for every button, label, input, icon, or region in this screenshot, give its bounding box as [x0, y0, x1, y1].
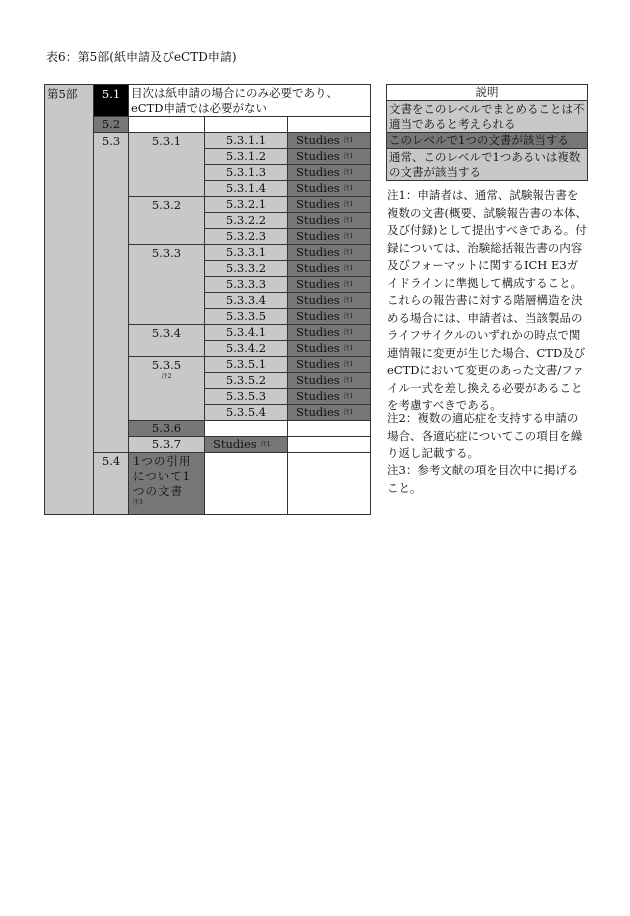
level4-code: 5.3.3.5 — [204, 308, 288, 325]
studies-label: Studies — [296, 405, 340, 419]
level4-code: 5.3.5.3 — [204, 388, 288, 405]
studies-label: Studies — [296, 261, 340, 275]
level4-studies — [287, 244, 371, 261]
studies-label: Studies — [296, 293, 340, 307]
studies-label: Studies — [296, 213, 340, 227]
note-1: 注1：申請者は、通常、試験報告書を複数の文書(概要、試験報告書の本体、及び付録)として提出すべきである。付録については、治験総括報告書の内容及びフォーマットに関するICH E3ガイドラインに準拠して構成すること。これらの報告書に対する階層構造を決める場合には、申請者は、当該製品のライフサイクルのいずれかの時点で関連情報に変更が生じた場合、CTD及びeCTDにおいて変更のあった文書/ファイル一式を差し換える必要があることを考慮すべきである。 — [387, 188, 587, 412]
section-5-1-text: 目次は紙申請の場合にのみ必要であり、eCTD申請では必要がない — [128, 84, 371, 117]
section-5-3-5 — [128, 356, 205, 421]
note-ref: 注1 — [343, 249, 354, 256]
part-label: 第5部 — [44, 84, 94, 515]
level4-studies — [287, 324, 371, 341]
level4-studies — [287, 148, 371, 165]
note-ref: 注1 — [343, 281, 354, 288]
note-ref: 注1 — [343, 409, 354, 416]
studies-label: Studies — [296, 165, 340, 179]
studies-label: Studies — [296, 357, 340, 371]
section-5-4-note: 注3 — [133, 499, 143, 506]
level4-studies — [287, 260, 371, 277]
studies-label: Studies — [296, 149, 340, 163]
level4-code: 5.3.2.2 — [204, 212, 288, 229]
empty-cell — [287, 116, 371, 133]
note-ref: 注1 — [260, 441, 271, 448]
section-5-3-6: 5.3.6 — [128, 420, 205, 437]
section-5-4-cell — [128, 452, 205, 515]
level4-studies — [287, 372, 371, 389]
note-ref: 注1 — [343, 345, 354, 352]
level4-studies — [287, 132, 371, 149]
studies-label: Studies — [296, 325, 340, 339]
studies-label: Studies — [296, 309, 340, 323]
note-2: 注2：複数の適応症を支持する申請の場合、各適応症についてこの項目を繰り返し記載する。 — [387, 411, 583, 460]
studies-label: Studies — [296, 341, 340, 355]
section-5-3-7-studies — [204, 436, 288, 453]
section-5-3-3: 5.3.3 — [128, 244, 205, 325]
note-ref: 注1 — [343, 361, 354, 368]
legend-item-inappropriate: 文書をこのレベルでまとめることは不適当であると考えられる — [386, 100, 588, 133]
level4-studies — [287, 276, 371, 293]
studies-label: Studies — [296, 181, 340, 195]
note-ref: 注1 — [343, 137, 354, 144]
empty-cell — [287, 452, 371, 515]
note-ref: 注1 — [343, 393, 354, 400]
section-5-3-1: 5.3.1 — [128, 132, 205, 197]
note-ref: 注1 — [343, 185, 354, 192]
section-5-3-5-note: 注2 — [161, 373, 172, 380]
empty-cell — [204, 116, 288, 133]
level4-code: 5.3.1.3 — [204, 164, 288, 181]
level4-studies — [287, 196, 371, 213]
section-5-3-5-code: 5.3.5 — [151, 358, 182, 372]
level4-code: 5.3.3.2 — [204, 260, 288, 277]
note-ref: 注1 — [343, 377, 354, 384]
legend-header: 説明 — [386, 84, 588, 101]
level4-code: 5.3.5.4 — [204, 404, 288, 421]
studies-label: Studies — [296, 229, 340, 243]
level4-studies — [287, 180, 371, 197]
section-5-3-2: 5.3.2 — [128, 196, 205, 245]
studies-label: Studies — [296, 277, 340, 291]
level4-studies — [287, 164, 371, 181]
section-5-3-code: 5.3 — [93, 132, 129, 453]
level4-studies — [287, 340, 371, 357]
note-ref: 注1 — [343, 201, 354, 208]
level4-studies — [287, 388, 371, 405]
level4-code: 5.3.3.1 — [204, 244, 288, 261]
level4-studies — [287, 308, 371, 325]
note-ref: 注1 — [343, 313, 354, 320]
studies-label: Studies — [296, 245, 340, 259]
level4-code: 5.3.1.1 — [204, 132, 288, 149]
empty-cell — [287, 436, 371, 453]
note-ref: 注1 — [343, 169, 354, 176]
level4-code: 5.3.2.1 — [204, 196, 288, 213]
note-ref: 注1 — [343, 329, 354, 336]
empty-cell — [204, 420, 288, 437]
studies-label: Studies — [213, 437, 257, 451]
level4-code: 5.3.5.2 — [204, 372, 288, 389]
level4-code: 5.3.2.3 — [204, 228, 288, 245]
section-5-1-code: 5.1 — [93, 84, 129, 117]
level4-code: 5.3.4.1 — [204, 324, 288, 341]
note-ref: 注1 — [343, 217, 354, 224]
section-5-2-code: 5.2 — [93, 116, 129, 133]
level4-code: 5.3.1.4 — [204, 180, 288, 197]
section-5-4-code: 5.4 — [93, 452, 129, 515]
level4-code: 5.3.5.1 — [204, 356, 288, 373]
studies-label: Studies — [296, 133, 340, 147]
level4-code: 5.3.4.2 — [204, 340, 288, 357]
note-ref: 注1 — [343, 265, 354, 272]
level4-code: 5.3.1.2 — [204, 148, 288, 165]
level4-studies — [287, 228, 371, 245]
section-5-3-7: 5.3.7 — [128, 436, 205, 453]
studies-label: Studies — [296, 197, 340, 211]
empty-cell — [204, 452, 288, 515]
level4-studies — [287, 356, 371, 373]
level4-studies — [287, 404, 371, 421]
page-title: 表6：第5部(紙申請及びeCTD申請) — [46, 50, 237, 64]
section-5-4-text: 1つの引用について1つの文書 — [133, 454, 192, 498]
note-ref: 注1 — [343, 233, 354, 240]
level4-studies — [287, 292, 371, 309]
legend-item-one-document: このレベルで1つの文書が該当する — [386, 132, 588, 149]
note-3: 注3：参考文献の項を目次中に掲げること。 — [387, 463, 579, 495]
section-5-3-4: 5.3.4 — [128, 324, 205, 357]
note-ref: 注1 — [343, 297, 354, 304]
empty-cell — [287, 420, 371, 437]
level4-code: 5.3.3.4 — [204, 292, 288, 309]
note-ref: 注1 — [343, 153, 354, 160]
studies-label: Studies — [296, 373, 340, 387]
legend-item-one-or-more: 通常、このレベルで1つあるいは複数の文書が該当する — [386, 148, 588, 181]
empty-cell — [128, 116, 205, 133]
level4-studies — [287, 212, 371, 229]
level4-code: 5.3.3.3 — [204, 276, 288, 293]
studies-label: Studies — [296, 389, 340, 403]
